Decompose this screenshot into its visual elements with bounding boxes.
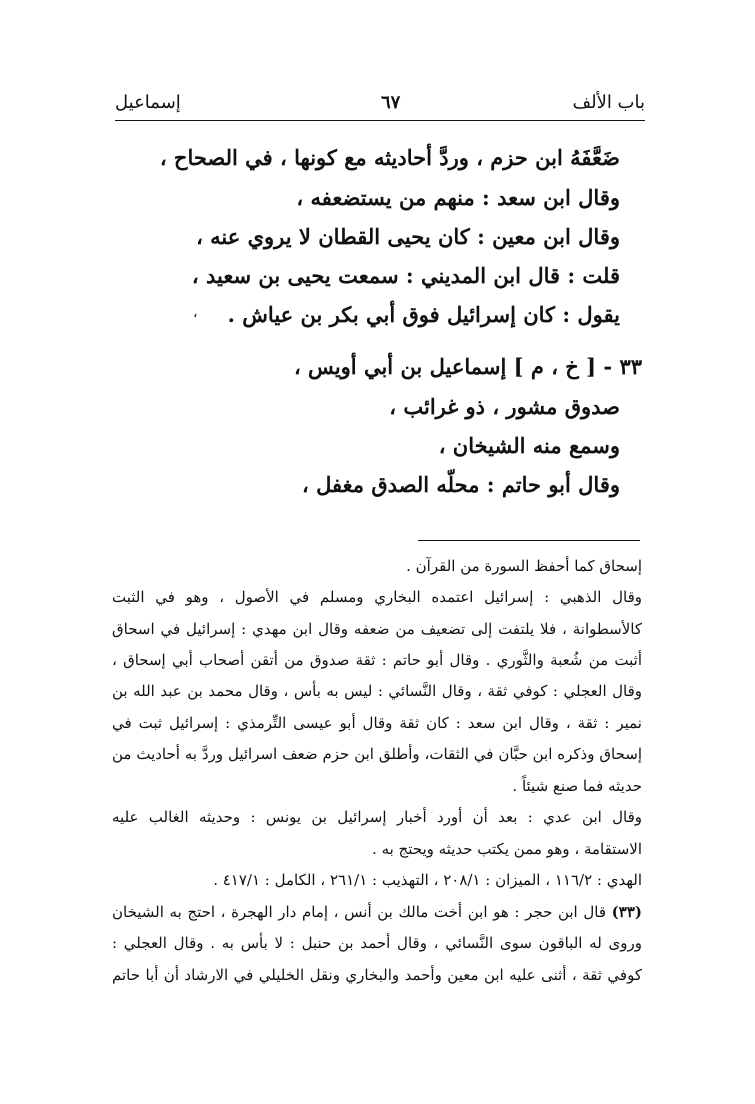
footnote-line: الاستقامة ، وهو ممن يكتب حديثه ويحتج به . <box>372 840 642 858</box>
footnote-divider <box>418 540 640 541</box>
footnote-33-line <box>112 901 642 923</box>
entry-line: وسمع منه الشيخان ، <box>438 433 620 458</box>
main-text-line: يقول : كان إسرائيل فوق أبي بكر بن عياش . <box>227 302 620 327</box>
header-chapter-title: باب الألف <box>572 92 645 113</box>
footnote-line: كالأسطوانة ، فلا يلتفت إلى تضعيف من ضعفه وقال ابن مهدي : إسرائيل في اسحاق <box>112 620 642 638</box>
main-text-line: ضَعَّفَهُ ابن حزم ، وردَّ أحاديثه مع كونها ، في الصحاح ، <box>159 145 620 170</box>
footnote-line: نمير : ثقة ، وقال ابن سعد : كان ثقة وقال أبو عيسى التِّرمذي : إسرائيل ثبت في <box>112 714 642 732</box>
header-entry-name: إسماعيل <box>115 92 181 113</box>
footnote-33-line: كوفي ثقة ، أثنى عليه ابن معين وأحمد والبخاري ونقل الخليلي في الارشاد أن أبا حاتم <box>112 966 642 984</box>
entry-line: صدوق مشور ، ذو غرائب ، <box>389 394 620 419</box>
footnote-line: وقال العجلي : كوفي ثقة ، وقال النَّسائي : ليس به بأس ، وقال محمد بن عبد الله بن <box>112 682 642 700</box>
entry-heading-text: [ خ ، م ] إسماعيل بن أبي أويس ، <box>293 354 597 379</box>
entry-line: وقال أبو حاتم : محلّه الصدق مغفل ، <box>302 472 620 497</box>
footnote-line: إسحاق وذكره ابن حبَّان في الثقات، وأطلق ابن حزم ضعف اسرائيل وردَّ به أحاديث من <box>112 745 642 763</box>
footnote-33-text: قال ابن حجر : هو ابن أخت مالك بن أنس ، إمام دار الهجرة ، احتج به الشيخان <box>112 903 607 921</box>
footnote-line: أثبت من شُعبة والثَّوري . وقال أبو حاتم : ثقة صدوق من أتقن أصحاب أبي إسحاق ، <box>112 651 642 669</box>
footnote-line: حديثه فما صنع شيئاً . <box>512 777 642 795</box>
main-text-line: وقال ابن سعد : منهم من يستضعفه ، <box>296 185 620 210</box>
running-header <box>115 92 645 121</box>
footnote-33-line: وروى له الباقون سوى النَّسائي ، وقال أحمد بن حنبل : لا بأس به . وقال العجلي : <box>112 934 642 952</box>
entry-heading <box>294 352 642 382</box>
footnote-line: الهدي : ١١٦/٢ ، الميزان : ٢٠٨/١ ، التهذيب : ٢٦١/١ ، الكامل : ٤١٧/١ . <box>213 871 642 889</box>
main-text-line: وقال ابن معين : كان يحيى القطان لا يروي عنه ، <box>196 224 620 249</box>
entry-number: ٣٣ - <box>603 354 642 379</box>
footnote-marker: (٣٣) <box>611 903 642 921</box>
page-number: ٦٧ <box>380 92 401 113</box>
footnote-line: إسحاق كما أحفظ السورة من القرآن . <box>406 557 642 575</box>
footnote-line: وقال ابن عدي : بعد أن أورد أخبار إسرائيل بن يونس : وحديثه الغالب عليه <box>112 808 642 826</box>
footnote-line: وقال الذهبي : إسرائيل اعتمده البخاري ومسلم في الأصول ، وهو في الثبت <box>112 588 642 606</box>
main-text-line: قلت : قال ابن المديني : سمعت يحيى بن سعيد ، <box>191 263 620 288</box>
margin-mark: ، <box>193 305 198 321</box>
